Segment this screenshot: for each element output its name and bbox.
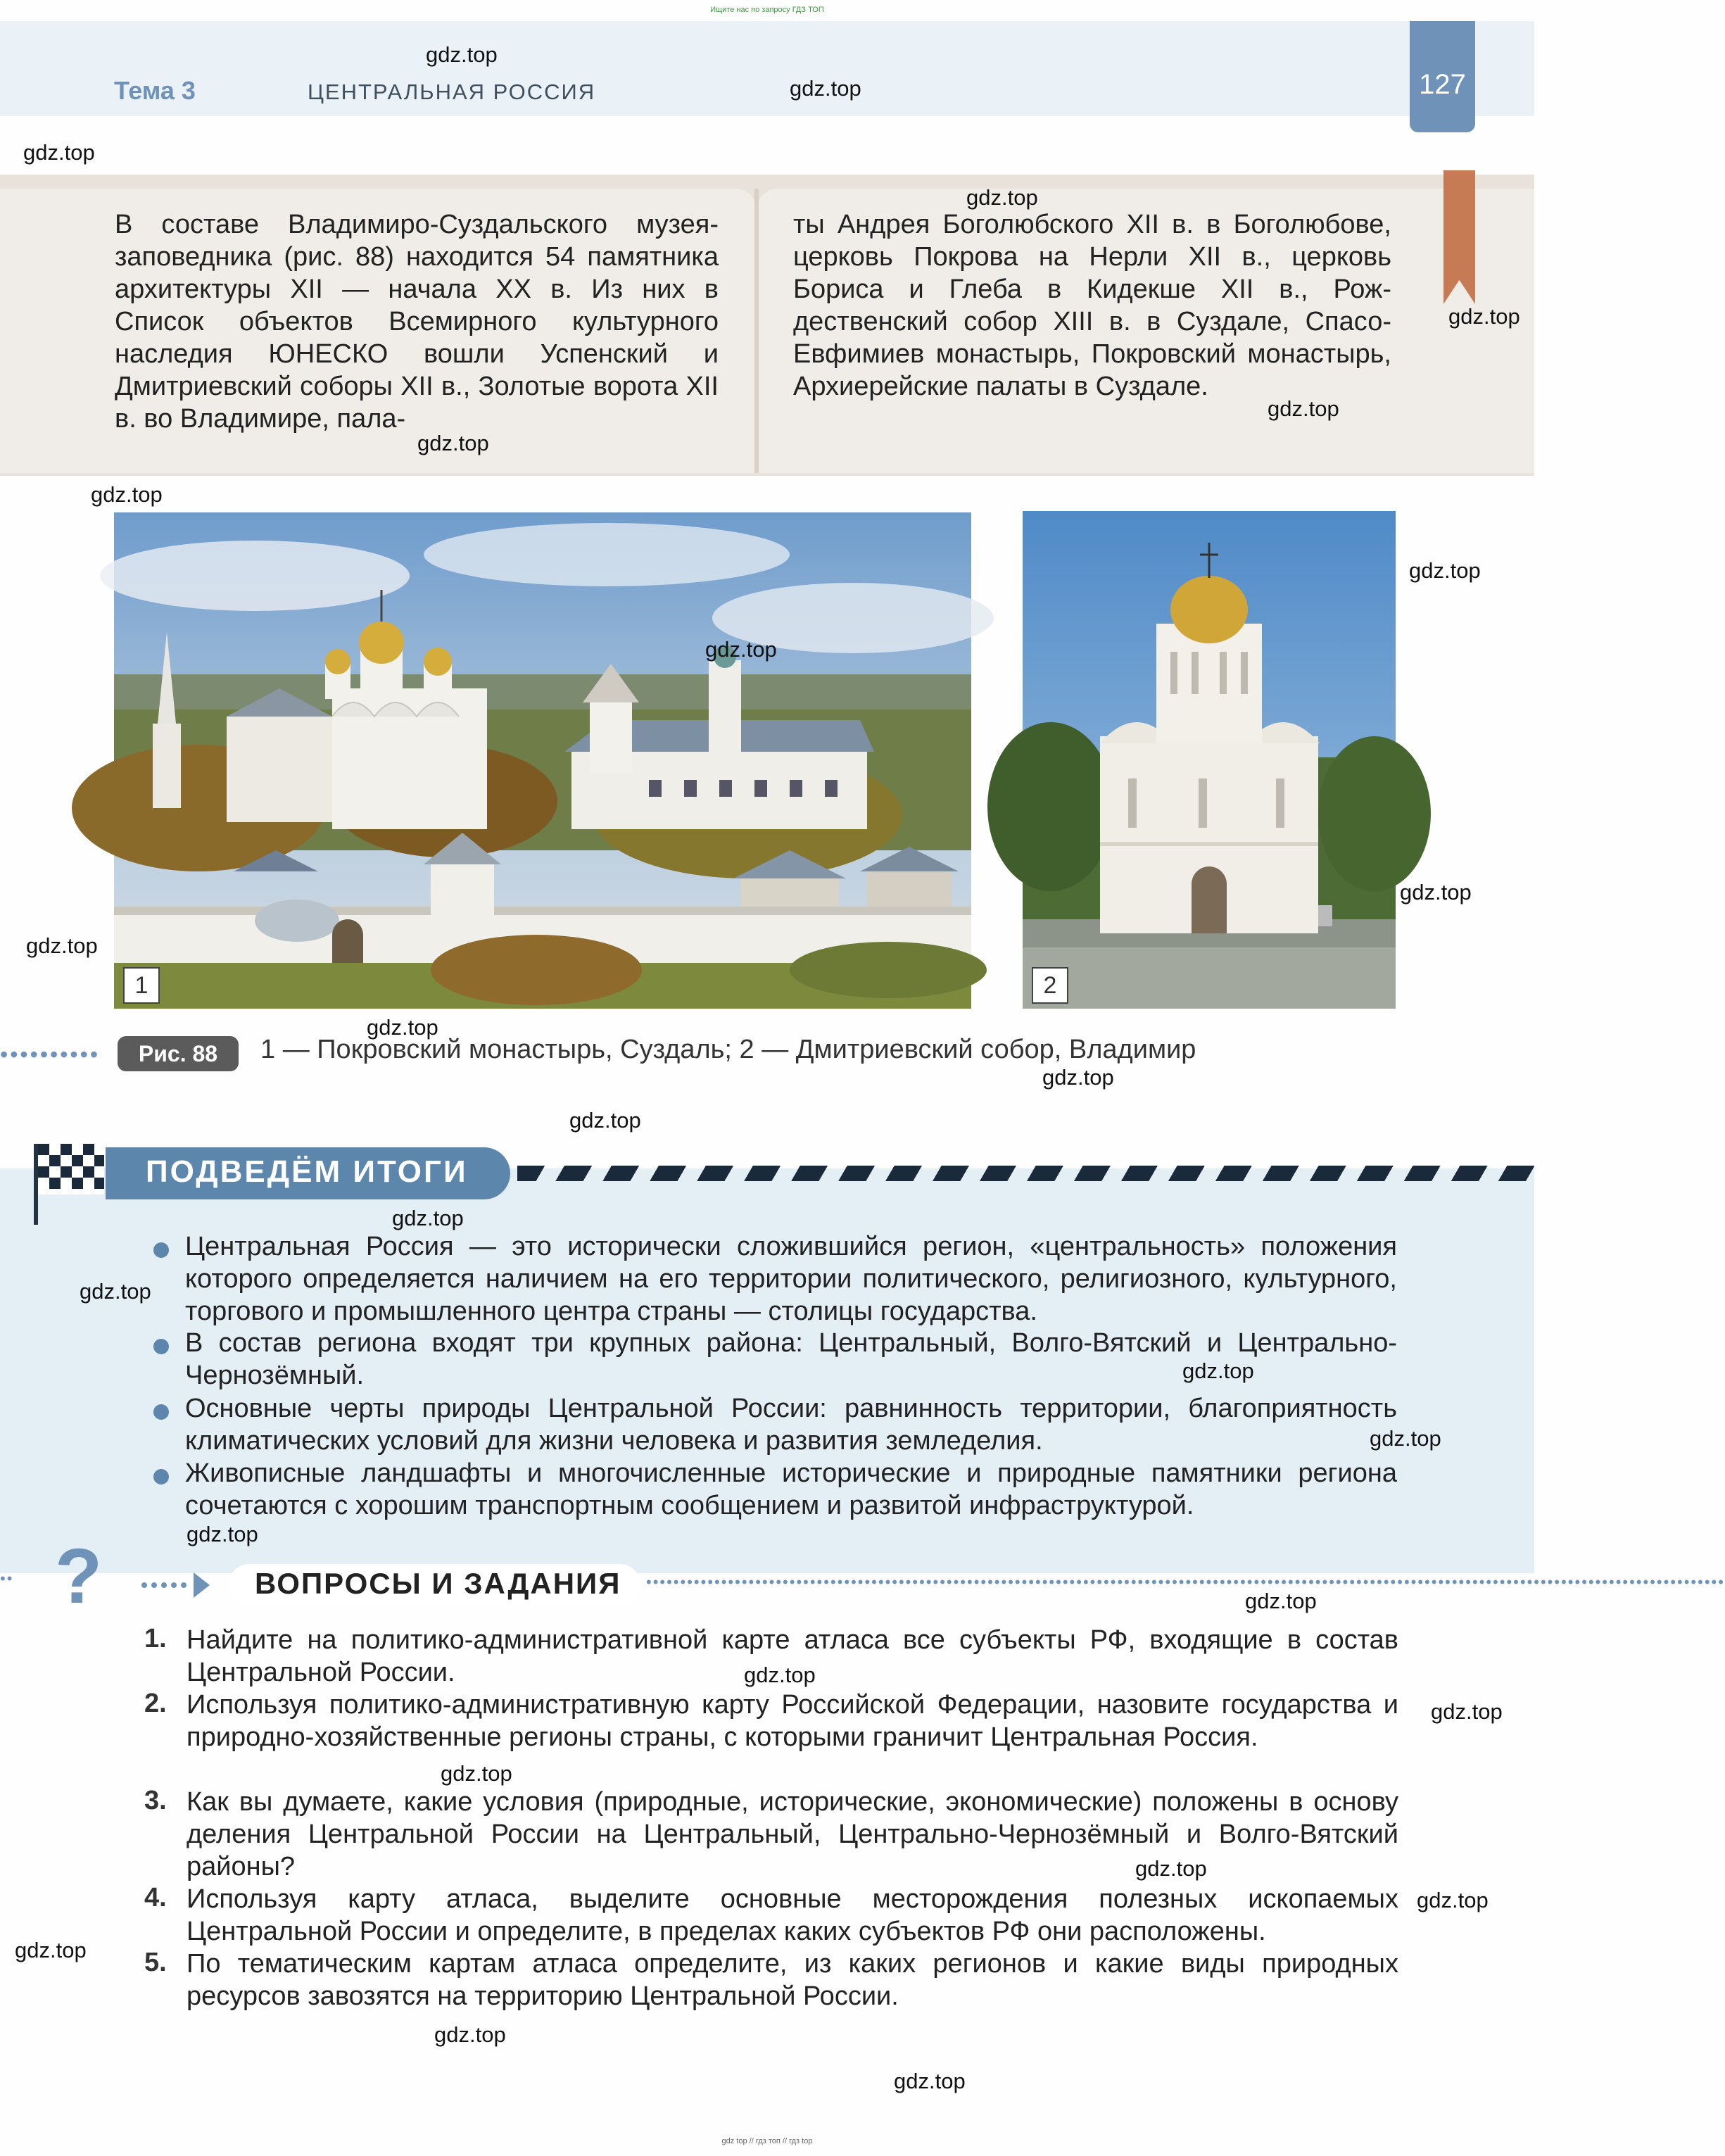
page-header bbox=[0, 21, 1534, 116]
question-text: Найдите на политико-административной карте атласа все субъекты РФ, входящие в состав Центральной России. bbox=[187, 1625, 1398, 1687]
page-number: 127 bbox=[1419, 69, 1466, 100]
photo-number-1: 1 bbox=[123, 967, 160, 1004]
section-title: ЦЕНТРАЛЬНАЯ РОССИЯ bbox=[308, 80, 596, 104]
arrow-right-icon bbox=[141, 1571, 211, 1599]
watermark: gdz.top bbox=[392, 1206, 464, 1230]
question-mark-icon: ? bbox=[55, 1533, 103, 1620]
questions-dots-left: •• bbox=[0, 1570, 14, 1587]
summary-item-1: Центральная Россия — это исторически сложившийся регион, «центральность» положения которого определяется наличием на его территории политического, религиозного, культурного, торгового и промышленного центра страны — столицы государства. bbox=[185, 1232, 1397, 1326]
bullet-icon bbox=[153, 1339, 169, 1354]
intro-text-left: В составе Владимиро-Суздальского музея-заповедника (рис. 88) находится 54 памятника архитектуры XII — начала XX в. Из них в Список объектов Всемирного культурного наследия ЮНЕСКО вошли Успенский и Дмитриевский соборы XII в., Золотые ворота XII в. во Владимире, пала- bbox=[115, 210, 719, 434]
bullet-icon bbox=[153, 1242, 169, 1258]
watermark: gdz.top bbox=[1448, 304, 1520, 329]
footer-note: gdz top // гдз топ // гдз top bbox=[721, 2137, 813, 2145]
summary-item-3: Основные черты природы Центральной России: равнинность территории, благоприятность климатических условий для жизни человека и развития земледелия. bbox=[185, 1394, 1397, 1456]
watermark: gdz.top bbox=[441, 1761, 512, 1786]
question-text: Используя карту атласа, выделите основные месторождения полезных ископаемых Центральной России и определите, в пределах каких субъектов РФ они расположены. bbox=[187, 1884, 1398, 1946]
question-text: Как вы думаете, какие условия (природные, исторические, экономические) положены в основу деления Центральной России на Центральный, Центрально-Чернозёмный и Волго-Вятский районы? bbox=[187, 1787, 1398, 1881]
topic-label: Тема 3 bbox=[114, 76, 196, 105]
questions-title: ВОПРОСЫ И ЗАДАНИЯ bbox=[255, 1567, 621, 1600]
watermark: gdz.top bbox=[1400, 880, 1472, 904]
question-number: 2. bbox=[144, 1689, 167, 1718]
photo-dmitrievsky-cathedral bbox=[1023, 511, 1396, 1009]
bullet-icon bbox=[153, 1404, 169, 1420]
watermark: gdz.top bbox=[790, 76, 861, 101]
question-number: 5. bbox=[144, 1948, 167, 1977]
summary-title: ПОДВЕДЁМ ИТОГИ bbox=[146, 1154, 468, 1189]
question-text: По тематическим картам атласа определите, из каких регионов и какие виды природных ресурсов завозятся на территорию Центральной России. bbox=[187, 1949, 1398, 2011]
watermark: gdz.top bbox=[80, 1279, 151, 1304]
watermark: gdz.top bbox=[1135, 1856, 1207, 1881]
watermark: gdz.top bbox=[1417, 1888, 1489, 1912]
watermark: gdz.top bbox=[894, 2069, 966, 2093]
watermark: gdz.top bbox=[569, 1108, 641, 1133]
watermark: gdz.top bbox=[26, 933, 98, 958]
watermark: gdz.top bbox=[1370, 1426, 1441, 1451]
watermark: gdz.top bbox=[417, 431, 489, 455]
watermark: gdz.top bbox=[1245, 1589, 1317, 1613]
photo-pokrovsky-monastery bbox=[114, 512, 971, 1009]
watermark: gdz.top bbox=[1268, 396, 1339, 421]
watermark: gdz.top bbox=[744, 1663, 816, 1687]
watermark: gdz.top bbox=[1409, 558, 1481, 583]
figure-label: Рис. 88 bbox=[118, 1036, 239, 1071]
figure-caption: 1 — Покровский монастырь, Суздаль; 2 — Дмитриевский собор, Владимир bbox=[260, 1035, 1196, 1064]
watermark: gdz.top bbox=[966, 185, 1038, 210]
watermark: gdz.top bbox=[187, 1522, 258, 1546]
question-number: 4. bbox=[144, 1883, 167, 1912]
question-number: 3. bbox=[144, 1786, 167, 1815]
watermark: gdz.top bbox=[1042, 1065, 1114, 1090]
intro-text-right: ты Андрея Боголюбского XII в. в Боголюбове, церковь Покрова на Нерли XII в., церковь Бориса и Глеба в Кидекше XII в., Рождественский собор XIII в. в Суздале, Спасо-Евфимиев монастырь, Покровский монастырь, Архиерейские палаты в Суздале. bbox=[793, 210, 1391, 401]
watermark: gdz.top bbox=[434, 2022, 506, 2047]
summary-item-2: В состав региона входят три крупных района: Центральный, Волго-Вятский и Центрально-Чернозёмный. bbox=[185, 1328, 1397, 1390]
watermark: gdz.top bbox=[1182, 1358, 1254, 1383]
watermark: gdz.top bbox=[426, 42, 498, 67]
bullet-icon bbox=[153, 1469, 169, 1484]
question-text: Используя политико-административную карту Российской Федерации, назовите государства и природно-хозяйственные регионы страны, с которыми граничит Центральная Россия. bbox=[187, 1690, 1398, 1752]
photo-number-2: 2 bbox=[1032, 967, 1068, 1004]
questions-dots-right: •••••••••••••••••••••••••••••••••••••••••••••••••••••••••••••••••••••••••••••••••••••••••••••••••••••••••••••••••••••••••••••••••••••••••••••••••••••••••••••• bbox=[646, 1573, 1725, 1591]
watermark: gdz.top bbox=[705, 637, 777, 662]
summary-item-4: Живописные ландшафты и многочисленные исторические и природные памятники региона сочетаются с хорошим транспортным сообщением и развитой инфраструктурой. bbox=[185, 1458, 1397, 1520]
watermark: gdz.top bbox=[1431, 1699, 1503, 1724]
watermark: gdz.top bbox=[367, 1015, 438, 1040]
watermark: gdz.top bbox=[15, 1938, 87, 1962]
book-spine bbox=[754, 189, 759, 473]
top-note: Ищите нас по запросу ГДЗ ТОП bbox=[710, 6, 824, 14]
dashed-line bbox=[517, 1166, 1534, 1181]
caption-dots: •••••••••• bbox=[0, 1042, 101, 1067]
question-number: 1. bbox=[144, 1624, 167, 1653]
checkered-flag-icon bbox=[34, 1144, 104, 1200]
watermark: gdz.top bbox=[91, 482, 163, 507]
watermark: gdz.top bbox=[23, 140, 95, 165]
